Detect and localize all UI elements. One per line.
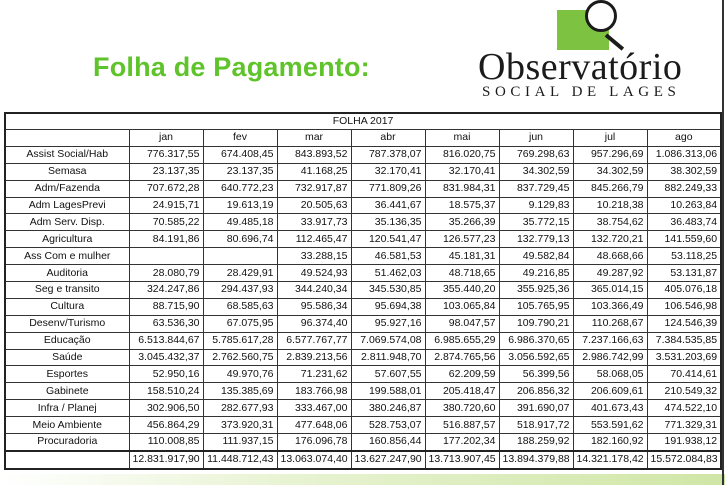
value-cell: 405.076,18 <box>647 282 721 299</box>
value-cell: 206.609,61 <box>573 383 647 400</box>
value-cell: 126.577,23 <box>425 231 499 248</box>
logo-subtitle: SOCIAL DE LAGES <box>482 84 681 100</box>
value-cell: 787.378,07 <box>351 146 425 163</box>
value-cell: 49.970,76 <box>203 366 277 383</box>
magnifier-icon <box>585 0 617 32</box>
row-label: Esportes <box>5 366 129 383</box>
row-label: Assist Social/Hab <box>5 146 129 163</box>
value-cell: 35.136,35 <box>351 214 425 231</box>
value-cell: 95.586,34 <box>277 298 351 315</box>
value-cell: 210.549,32 <box>647 383 721 400</box>
value-cell: 176.096,78 <box>277 434 351 451</box>
value-cell: 474.522,10 <box>647 400 721 417</box>
value-cell: 105.765,95 <box>499 298 573 315</box>
value-cell: 177.202,34 <box>425 434 499 451</box>
table-row <box>5 146 721 163</box>
value-cell: 776.317,55 <box>129 146 203 163</box>
value-cell: 2.839.213,56 <box>277 349 351 366</box>
value-cell: 282.677,93 <box>203 400 277 417</box>
value-cell: 380.246,87 <box>351 400 425 417</box>
row-label: Ass Com e mulher <box>5 248 129 265</box>
value-cell: 106.546,98 <box>647 298 721 315</box>
month-header: mar <box>277 130 351 147</box>
value-cell: 110.268,67 <box>573 315 647 332</box>
value-cell: 355.440,20 <box>425 282 499 299</box>
totals-row <box>5 451 721 469</box>
value-cell: 9.129,83 <box>499 197 573 214</box>
value-cell: 380.720,60 <box>425 400 499 417</box>
value-cell: 816.020,75 <box>425 146 499 163</box>
row-label: Procuradoria <box>5 434 129 451</box>
value-cell: 103.065,84 <box>425 298 499 315</box>
value-cell: 18.575,37 <box>425 197 499 214</box>
value-cell: 199.588,01 <box>351 383 425 400</box>
value-cell: 80.696,74 <box>203 231 277 248</box>
value-cell: 10.263,84 <box>647 197 721 214</box>
value-cell: 7.384.535,85 <box>647 332 721 349</box>
value-cell: 182.160,92 <box>573 434 647 451</box>
value-cell: 68.585,63 <box>203 298 277 315</box>
value-cell: 135.385,69 <box>203 383 277 400</box>
value-cell: 71.231,62 <box>277 366 351 383</box>
value-cell: 63.536,30 <box>129 315 203 332</box>
value-cell: 771.329,31 <box>647 417 721 434</box>
row-label: Infra / Planej <box>5 400 129 417</box>
value-cell: 98.047,57 <box>425 315 499 332</box>
value-cell: 365.014,15 <box>573 282 647 299</box>
value-cell: 49.287,92 <box>573 265 647 282</box>
month-header-row <box>5 130 721 147</box>
value-cell: 120.541,47 <box>351 231 425 248</box>
value-cell: 10.218,38 <box>573 197 647 214</box>
value-cell: 35.772,15 <box>499 214 573 231</box>
table-caption: FOLHA 2017 <box>5 113 721 130</box>
value-cell: 553.591,62 <box>573 417 647 434</box>
value-cell: 36.483,74 <box>647 214 721 231</box>
value-cell: 32.170,41 <box>351 163 425 180</box>
value-cell: 391.690,07 <box>499 400 573 417</box>
value-cell: 49.485,18 <box>203 214 277 231</box>
value-cell: 32.170,41 <box>425 163 499 180</box>
bottom-decor-band <box>0 474 725 485</box>
row-label: Gabinete <box>5 383 129 400</box>
value-cell: 48.718,65 <box>425 265 499 282</box>
table-row <box>5 298 721 315</box>
value-cell: 345.530,85 <box>351 282 425 299</box>
value-cell: 6.577.767,77 <box>277 332 351 349</box>
value-cell: 109.790,21 <box>499 315 573 332</box>
row-label: Saúde <box>5 349 129 366</box>
value-cell: 57.607,55 <box>351 366 425 383</box>
row-label: Adm Serv. Disp. <box>5 214 129 231</box>
table-row <box>5 163 721 180</box>
value-cell <box>203 248 277 265</box>
value-cell: 33.288,15 <box>277 248 351 265</box>
table-body <box>5 146 721 468</box>
row-label: Adm/Fazenda <box>5 180 129 197</box>
row-label: Cultura <box>5 298 129 315</box>
logo-wordmark: Observatório <box>478 46 683 88</box>
value-cell: 6.986.370,65 <box>499 332 573 349</box>
value-cell: 132.779,13 <box>499 231 573 248</box>
table-row <box>5 434 721 451</box>
value-cell: 516.887,57 <box>425 417 499 434</box>
total-cell: 12.831.917,90 <box>129 451 203 469</box>
table-row <box>5 180 721 197</box>
table-row <box>5 349 721 366</box>
value-cell: 6.513.844,67 <box>129 332 203 349</box>
value-cell: 188.259,92 <box>499 434 573 451</box>
total-cell: 15.572.084,83 <box>647 451 721 469</box>
value-cell: 95.694,38 <box>351 298 425 315</box>
value-cell: 294.437,93 <box>203 282 277 299</box>
value-cell: 96.374,40 <box>277 315 351 332</box>
table-row <box>5 265 721 282</box>
value-cell: 132.720,21 <box>573 231 647 248</box>
value-cell: 49.216,85 <box>499 265 573 282</box>
total-cell: 14.321.178,42 <box>573 451 647 469</box>
value-cell: 19.613,19 <box>203 197 277 214</box>
total-cell: 11.448.712,43 <box>203 451 277 469</box>
value-cell: 46.581,53 <box>351 248 425 265</box>
row-label: Educação <box>5 332 129 349</box>
total-cell: 13.713.907,45 <box>425 451 499 469</box>
value-cell: 206.856,32 <box>499 383 573 400</box>
row-label: Seg e transito <box>5 282 129 299</box>
value-cell: 34.302,59 <box>499 163 573 180</box>
row-label: Semasa <box>5 163 129 180</box>
payroll-table-container <box>4 112 720 470</box>
row-label: Agricultura <box>5 231 129 248</box>
value-cell: 20.505,63 <box>277 197 351 214</box>
row-label: Desenv/Turismo <box>5 315 129 332</box>
value-cell: 401.673,43 <box>573 400 647 417</box>
value-cell: 837.729,45 <box>499 180 573 197</box>
value-cell: 95.927,16 <box>351 315 425 332</box>
value-cell: 3.056.592,65 <box>499 349 573 366</box>
value-cell: 2.811.948,70 <box>351 349 425 366</box>
totals-label-cell <box>5 451 129 469</box>
value-cell: 324.247,86 <box>129 282 203 299</box>
value-cell: 24.915,71 <box>129 197 203 214</box>
value-cell: 62.209,59 <box>425 366 499 383</box>
value-cell: 124.546,39 <box>647 315 721 332</box>
month-header: jun <box>499 130 573 147</box>
table-row <box>5 248 721 265</box>
value-cell: 160.856,44 <box>351 434 425 451</box>
value-cell: 53.131,87 <box>647 265 721 282</box>
value-cell: 7.237.166,63 <box>573 332 647 349</box>
value-cell: 48.668,66 <box>573 248 647 265</box>
value-cell: 84.191,86 <box>129 231 203 248</box>
total-cell: 13.063.074,40 <box>277 451 351 469</box>
month-header: mai <box>425 130 499 147</box>
value-cell: 333.467,00 <box>277 400 351 417</box>
table-row <box>5 197 721 214</box>
page-title: Folha de Pagamento: <box>93 52 370 82</box>
value-cell: 38.754,62 <box>573 214 647 231</box>
value-cell: 2.986.742,99 <box>573 349 647 366</box>
value-cell: 70.585,22 <box>129 214 203 231</box>
value-cell: 23.137,35 <box>129 163 203 180</box>
value-cell: 38.302,59 <box>647 163 721 180</box>
table-row <box>5 282 721 299</box>
value-cell: 528.753,07 <box>351 417 425 434</box>
value-cell: 53.118,25 <box>647 248 721 265</box>
value-cell: 732.917,87 <box>277 180 351 197</box>
right-border-line <box>722 0 724 485</box>
value-cell: 28.429,91 <box>203 265 277 282</box>
table-row <box>5 417 721 434</box>
value-cell: 2.874.765,56 <box>425 349 499 366</box>
value-cell: 70.414,61 <box>647 366 721 383</box>
value-cell: 5.785.617,28 <box>203 332 277 349</box>
table-row <box>5 400 721 417</box>
value-cell: 640.772,23 <box>203 180 277 197</box>
value-cell: 23.137,35 <box>203 163 277 180</box>
value-cell: 831.984,31 <box>425 180 499 197</box>
value-cell: 518.917,72 <box>499 417 573 434</box>
value-cell: 6.985.655,29 <box>425 332 499 349</box>
value-cell: 957.296,69 <box>573 146 647 163</box>
value-cell: 205.418,47 <box>425 383 499 400</box>
table-caption-row <box>5 113 721 130</box>
value-cell: 158.510,24 <box>129 383 203 400</box>
value-cell: 1.086.313,06 <box>647 146 721 163</box>
value-cell: 3.531.203,69 <box>647 349 721 366</box>
value-cell: 674.408,45 <box>203 146 277 163</box>
value-cell: 373.920,31 <box>203 417 277 434</box>
corner-cell <box>5 130 129 147</box>
value-cell: 2.762.560,75 <box>203 349 277 366</box>
table-row <box>5 231 721 248</box>
value-cell: 456.864,29 <box>129 417 203 434</box>
month-header: abr <box>351 130 425 147</box>
value-cell: 344.240,34 <box>277 282 351 299</box>
value-cell: 771.809,26 <box>351 180 425 197</box>
value-cell: 707.672,28 <box>129 180 203 197</box>
value-cell: 103.366,49 <box>573 298 647 315</box>
table-row <box>5 383 721 400</box>
value-cell: 41.168,25 <box>277 163 351 180</box>
row-label: Meio Ambiente <box>5 417 129 434</box>
total-cell: 13.627.247,90 <box>351 451 425 469</box>
total-cell: 13.894.379,88 <box>499 451 573 469</box>
value-cell: 112.465,47 <box>277 231 351 248</box>
value-cell: 882.249,33 <box>647 180 721 197</box>
value-cell: 769.298,63 <box>499 146 573 163</box>
value-cell: 28.080,79 <box>129 265 203 282</box>
table-row <box>5 366 721 383</box>
value-cell: 49.524,93 <box>277 265 351 282</box>
value-cell: 33.917,73 <box>277 214 351 231</box>
value-cell: 302.906,50 <box>129 400 203 417</box>
row-label: Adm LagesPrevi <box>5 197 129 214</box>
value-cell: 51.462,03 <box>351 265 425 282</box>
payroll-table <box>4 112 722 470</box>
value-cell: 183.766,98 <box>277 383 351 400</box>
month-header: ago <box>647 130 721 147</box>
value-cell: 845.266,79 <box>573 180 647 197</box>
value-cell: 110.008,85 <box>129 434 203 451</box>
value-cell: 141.559,60 <box>647 231 721 248</box>
value-cell: 58.068,05 <box>573 366 647 383</box>
month-header: jan <box>129 130 203 147</box>
table-row <box>5 214 721 231</box>
value-cell: 191.938,12 <box>647 434 721 451</box>
value-cell: 111.937,15 <box>203 434 277 451</box>
value-cell: 34.302,59 <box>573 163 647 180</box>
value-cell: 3.045.432,37 <box>129 349 203 366</box>
value-cell: 355.925,36 <box>499 282 573 299</box>
value-cell: 35.266,39 <box>425 214 499 231</box>
month-header: fev <box>203 130 277 147</box>
value-cell: 56.399,56 <box>499 366 573 383</box>
value-cell: 49.582,84 <box>499 248 573 265</box>
value-cell <box>129 248 203 265</box>
value-cell: 477.648,06 <box>277 417 351 434</box>
row-label: Auditoria <box>5 265 129 282</box>
value-cell: 36.441,67 <box>351 197 425 214</box>
table-row <box>5 315 721 332</box>
value-cell: 7.069.574,08 <box>351 332 425 349</box>
value-cell: 88.715,90 <box>129 298 203 315</box>
month-header: jul <box>573 130 647 147</box>
table-row <box>5 332 721 349</box>
value-cell: 843.893,52 <box>277 146 351 163</box>
value-cell: 67.075,95 <box>203 315 277 332</box>
value-cell: 45.181,31 <box>425 248 499 265</box>
value-cell: 52.950,16 <box>129 366 203 383</box>
